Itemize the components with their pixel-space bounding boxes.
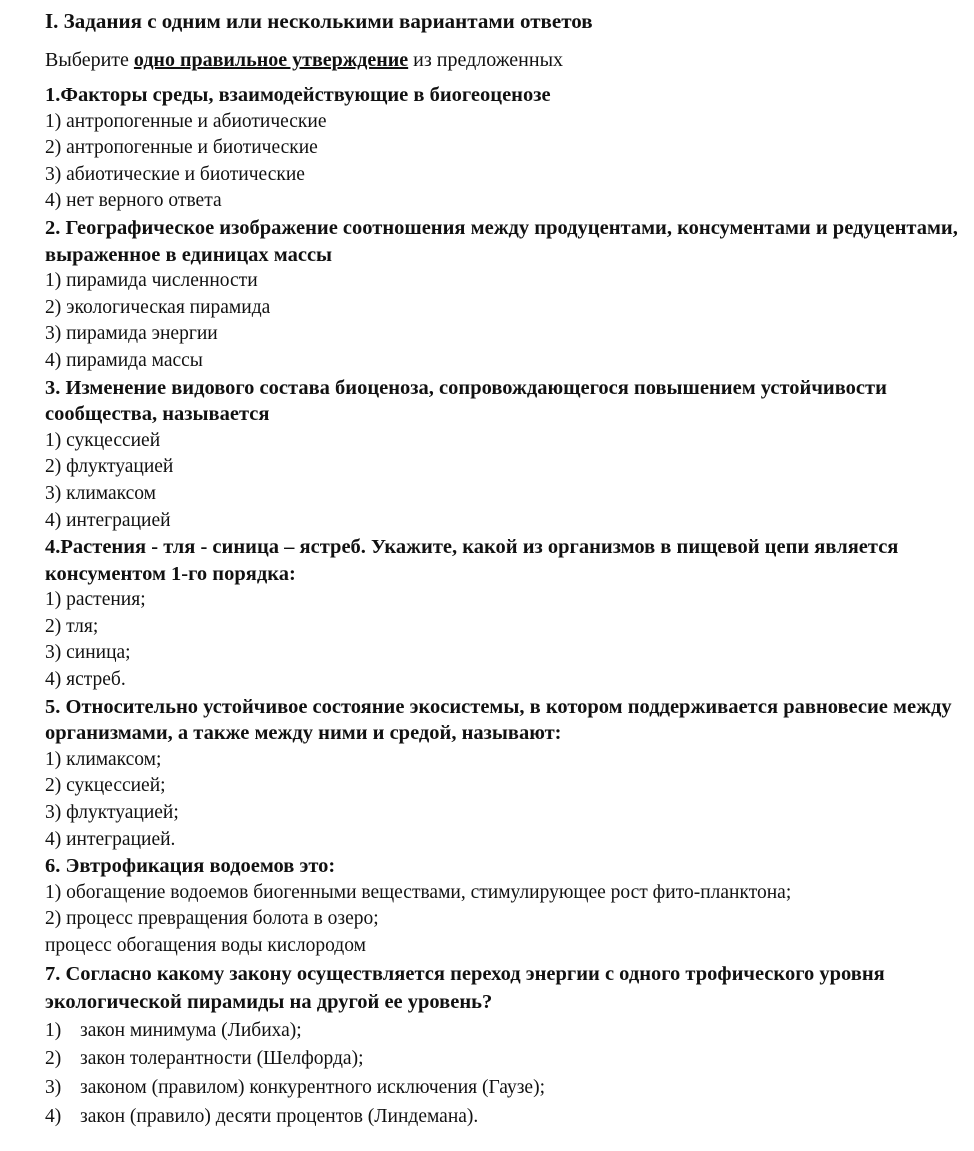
answer-option [45,1103,965,1132]
answer-option: 4) пирамида массы [45,349,203,371]
answer-option: 4) нет верного ответа [45,190,222,212]
answer-option: 4) интеграцией. [45,828,176,850]
question-7 [45,960,965,1132]
answer-option: 4) ястреб. [45,669,126,691]
answer-option: 1) сукцессией [45,429,161,451]
answer-option: 2) процесс превращения болота в озеро; [45,908,379,930]
answer-option: 2) антропогенные и биотические [45,137,318,159]
section-title: I. Задания с одним или несколькими вариантами ответов [45,9,593,33]
question-text: 3. Изменение видового состава биоценоза, сопровождающегося повышением устойчивости сообщества, называется [45,376,887,426]
answer-option: 1) климаксом; [45,748,162,770]
option-text: закон (правило) десяти процентов (Линдемана). [80,1105,479,1127]
answer-option: 3) синица; [45,642,131,664]
option-text: законом (правилом) конкурентного исключения (Гаузе); [80,1077,545,1099]
answer-option: 3) абиотические и биотические [45,163,305,185]
answer-option: 1) антропогенные и абиотические [45,110,327,132]
question-1 [45,82,965,215]
question-text: 6. Эвтрофикация водоемов это: [45,855,336,878]
question-text: 2. Географическое изображение соотношения между продуцентами, консументами и редуцентами, выраженное в единицах массы [45,216,958,266]
answer-option: 1) растения; [45,589,146,611]
option-number: 3) [45,1077,62,1099]
answer-option: 1) пирамида численности [45,270,258,292]
answer-option: 2) сукцессией; [45,775,166,797]
answer-option: 3) климаксом [45,482,156,504]
question-3 [45,375,965,535]
question-5 [45,694,965,854]
question-text: 1.Факторы среды, взаимодействующие в биогеоценозе [45,84,551,106]
question-4 [45,534,965,694]
option-number: 4) [45,1105,62,1127]
answer-option: 2) тля; [45,615,99,637]
option-text: закон толерантности (Шелфорда); [80,1048,364,1070]
instruction-before: Выберите [45,49,134,71]
question-6 [45,853,965,959]
question-text: 4.Растения - тля - синица – ястреб. Укажите, какой из организмов в пищевой цепи является консументом 1-го порядка: [45,536,899,585]
option-number: 2) [45,1048,62,1070]
question-text: 7. Согласно какому закону осуществляется переход энергии с одного трофического уровня экологической пирамиды на другой ее уровень? [45,962,885,1014]
question-2 [45,215,965,375]
instruction-emphasis: одно правильное утверждение [133,49,409,71]
answer-option: 4) интеграцией [45,509,171,531]
instruction-text [45,46,965,74]
answer-option [45,1074,965,1103]
answer-option: 3) флуктуацией; [45,802,179,824]
option-number: 1) [45,1019,62,1041]
answer-option [45,1017,965,1046]
answer-option: процесс обогащения воды кислородом [45,935,366,956]
question-text: 5. Относительно устойчивое состояние экосистемы, в котором поддерживается равновесие между организмами, а также между ними и средой, называют: [45,695,952,745]
answer-option: 3) пирамида энергии [45,323,218,345]
answer-option: 2) флуктуацией [45,456,174,478]
answer-option [45,1045,965,1074]
answer-option: 1) обогащение водоемов биогенными веществами, стимулирующее рост фито-планктона; [45,881,792,903]
option-text: закон минимума (Либиха); [80,1019,302,1041]
instruction-after: из предложенных [408,49,564,71]
answer-option: 2) экологическая пирамида [45,296,271,318]
document-page [45,6,965,1132]
